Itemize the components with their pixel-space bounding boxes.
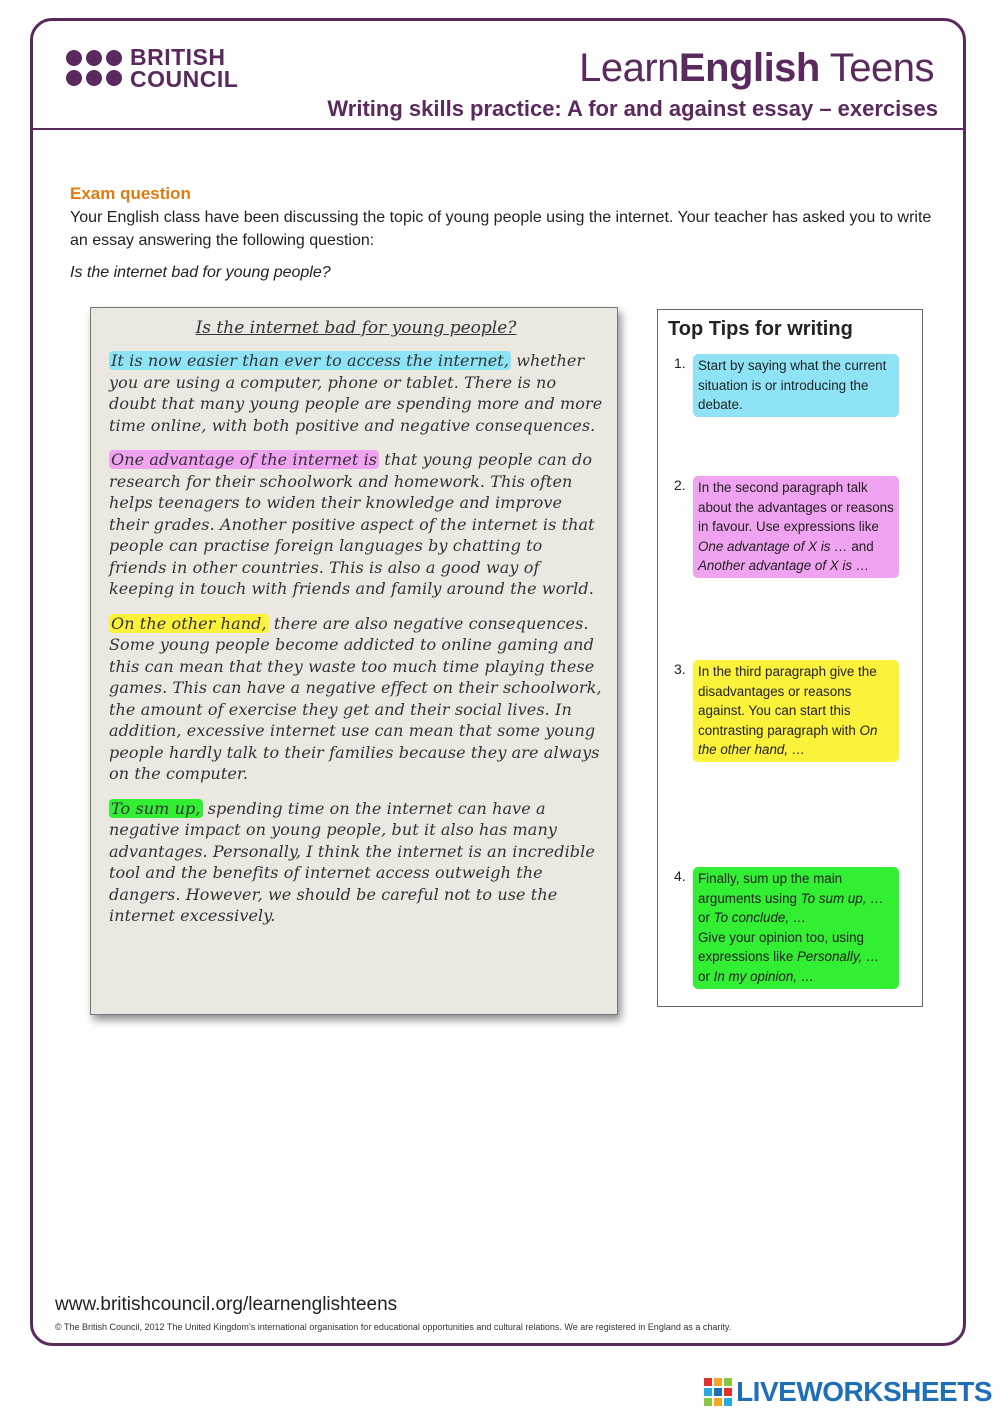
tip-box: Start by saying what the current situation is or introducing the debate. — [693, 354, 899, 417]
exam-instructions: Your English class have been discussing the topic of young people using the internet. Your teacher has asked you to write an essay answering the following question: — [70, 209, 932, 249]
top-tips-panel — [657, 309, 923, 1007]
essay-highlight: One advantage of the internet is — [111, 450, 378, 469]
tip-number: 1. — [674, 355, 686, 371]
essay-paragraph: To sum up, spending time on the internet can have a negative impact on young people, but it also has many advantages. Personally, I think the internet is an incredible tool and the benefits of internet access outweigh the dangers. However, we should be careful not to use the internet excessively. — [109, 798, 595, 925]
essay-paragraph: It is now easier than ever to access the internet, whether you are using a computer, phone or tablet. There is no doubt that many young people are spending more and more time online, with both positive and negative consequences. — [109, 351, 603, 435]
essay-title: Is the internet bad for young people? — [195, 318, 517, 338]
tip-number: 3. — [674, 661, 686, 677]
footer-url: www.britishcouncil.org/learnenglishteens — [55, 1294, 398, 1315]
learnenglish-teens-logo: LearnEnglish Teens — [579, 46, 934, 90]
tip-number: 4. — [674, 868, 686, 884]
liveworksheets-logo — [704, 1376, 992, 1408]
liveworksheets-wordmark: LIVEWORKSHEETS — [736, 1376, 992, 1407]
document-title: Writing skills practice: A for and against essay – exercises — [327, 96, 938, 121]
tip-box: Finally, sum up the main arguments using To sum up, … or To conclude, … Give your opinion too, using expressions like Personally, … or In my opinion, … — [693, 867, 899, 989]
british-council-dots-icon — [66, 50, 122, 86]
essay-highlight: To sum up, — [111, 798, 201, 818]
exam-question-heading: Exam question — [70, 184, 191, 203]
tip-number: 2. — [674, 477, 686, 493]
essay-highlight: On the other hand, — [111, 613, 267, 633]
british-council-wordmark: BRITISH COUNCIL — [130, 44, 239, 92]
essay-highlight: It is now easier than ever to access the internet, — [111, 351, 510, 370]
tip-box: In the second paragraph talk about the advantages or reasons in favour. Use expressions like One advantage of X is … and Another advantage of X is … — [693, 476, 899, 578]
header-divider — [32, 128, 964, 130]
essay-paragraph: One advantage of the internet is that young people can do research for their schoolwork and homework. This often helps teenagers to widen their knowledge and improve their grades. Another positive aspect of the internet is that people can practise foreign languages by chatting to friends in other countries. This is also a good way of keeping in touch with friends and family around the world. — [109, 450, 595, 598]
liveworksheets-grid-icon — [704, 1378, 732, 1406]
model-essay — [90, 307, 618, 1015]
essay-paragraph: On the other hand, there are also negative consequences. Some young people become addicted to online gaming and this can mean that they waste too much time playing these games. This can have a negative effect on their schoolwork, the amount of exercise they get and their social lives. In addition, excessive internet use can mean that some young people hardly talk to their families because they are always on the computer. — [109, 613, 602, 783]
footer-copyright: © The British Council, 2012 The United Kingdom’s international organisation for educational opportunities and cultural relations. We are registered in England as a charity. — [55, 1322, 732, 1332]
british-council-logo — [66, 46, 238, 90]
top-tips-title: Top Tips for writing — [668, 318, 853, 340]
exam-question-text: Is the internet bad for young people? — [70, 264, 331, 281]
tip-box: In the third paragraph give the disadvantages or reasons against. You can start this contrasting paragraph with On the other hand, … — [693, 660, 899, 762]
